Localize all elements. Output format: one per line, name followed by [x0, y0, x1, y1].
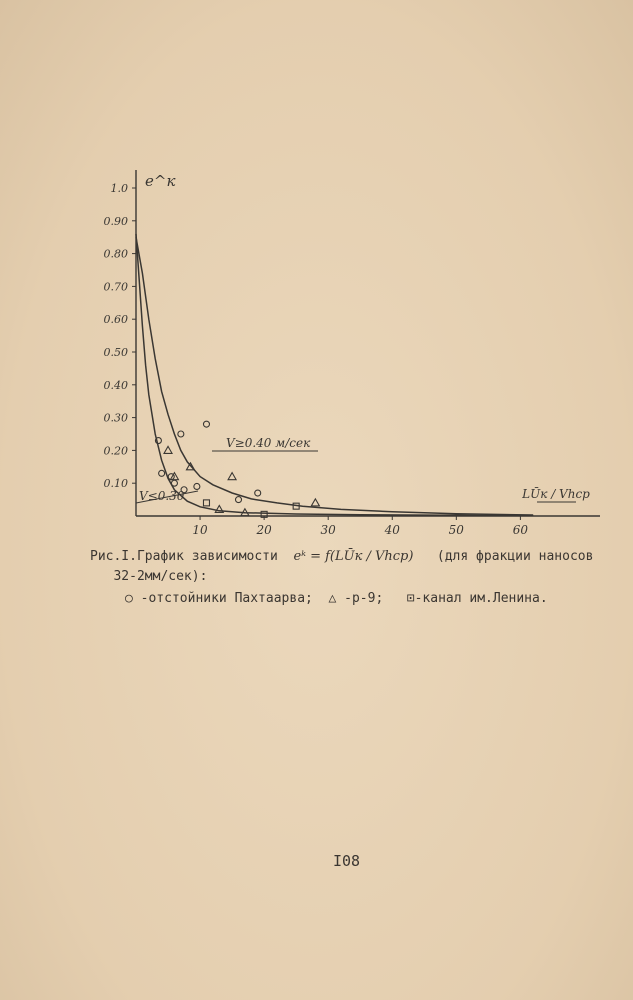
triangle-marker-icon: △	[328, 591, 337, 606]
y-tick-label: 0.30	[103, 411, 128, 425]
point-circle	[171, 480, 177, 486]
legend-square-label: -канал им.Ленина.	[414, 591, 548, 606]
x-tick-label: 40	[384, 523, 400, 537]
x-tick-label: 50	[448, 523, 464, 537]
point-circle	[194, 483, 200, 489]
square-marker-icon: ⊡	[406, 591, 415, 606]
chart-axes	[136, 170, 600, 516]
point-triangle	[311, 499, 319, 506]
point-triangle	[164, 446, 172, 453]
y-tick-label: 0.90	[103, 214, 128, 228]
caption-line2: 32-2мм/сек):	[113, 569, 208, 584]
y-tick-label: 1.0	[110, 182, 128, 195]
chart-labels	[136, 172, 590, 503]
figure-caption	[90, 547, 610, 587]
x-tick-label: 10	[192, 523, 208, 537]
caption-suffix: (для фракции наносов	[436, 549, 594, 564]
y-tick-label: 0.50	[103, 346, 128, 359]
caption-formula: eᵏ = f(LŪк / Vhср)	[293, 549, 414, 564]
y-axis-label: e^к	[145, 172, 176, 190]
point-circle	[178, 431, 184, 437]
page-number: I08	[333, 852, 361, 870]
chart-curves	[136, 234, 533, 516]
caption-prefix: Рис.I.График зависимости	[90, 549, 278, 564]
x-tick-label: 30	[320, 523, 336, 537]
point-square	[203, 500, 209, 506]
x-tick-label: 20	[256, 523, 272, 537]
legend	[125, 591, 548, 606]
point-circle	[203, 421, 209, 427]
x-tick-label: 60	[512, 523, 529, 537]
y-tick-label: 0.80	[103, 247, 128, 261]
y-tick-label: 0.70	[103, 280, 128, 294]
circle-marker-icon: ○	[125, 591, 133, 606]
curve-label-1: V≥0.40 м/сек	[226, 436, 311, 450]
fit-curve-1	[136, 237, 533, 515]
chart-ticks	[104, 182, 529, 537]
point-circle	[255, 490, 261, 496]
y-tick-label: 0.60	[103, 313, 128, 327]
y-tick-label: 0.40	[103, 378, 128, 392]
fit-curve-2	[136, 234, 533, 516]
x-axis-label: LŪк / Vhср	[522, 487, 590, 501]
point-circle	[236, 497, 242, 503]
point-circle	[159, 470, 165, 476]
legend-circle-label: -отстойники Пахтаарва;	[140, 591, 313, 606]
curve-label-2: V≤0.30	[139, 489, 185, 503]
y-tick-label: 0.10	[103, 477, 128, 491]
y-tick-label: 0.20	[103, 444, 128, 458]
legend-triangle-label: -р-9;	[344, 591, 384, 606]
point-triangle	[228, 473, 236, 480]
